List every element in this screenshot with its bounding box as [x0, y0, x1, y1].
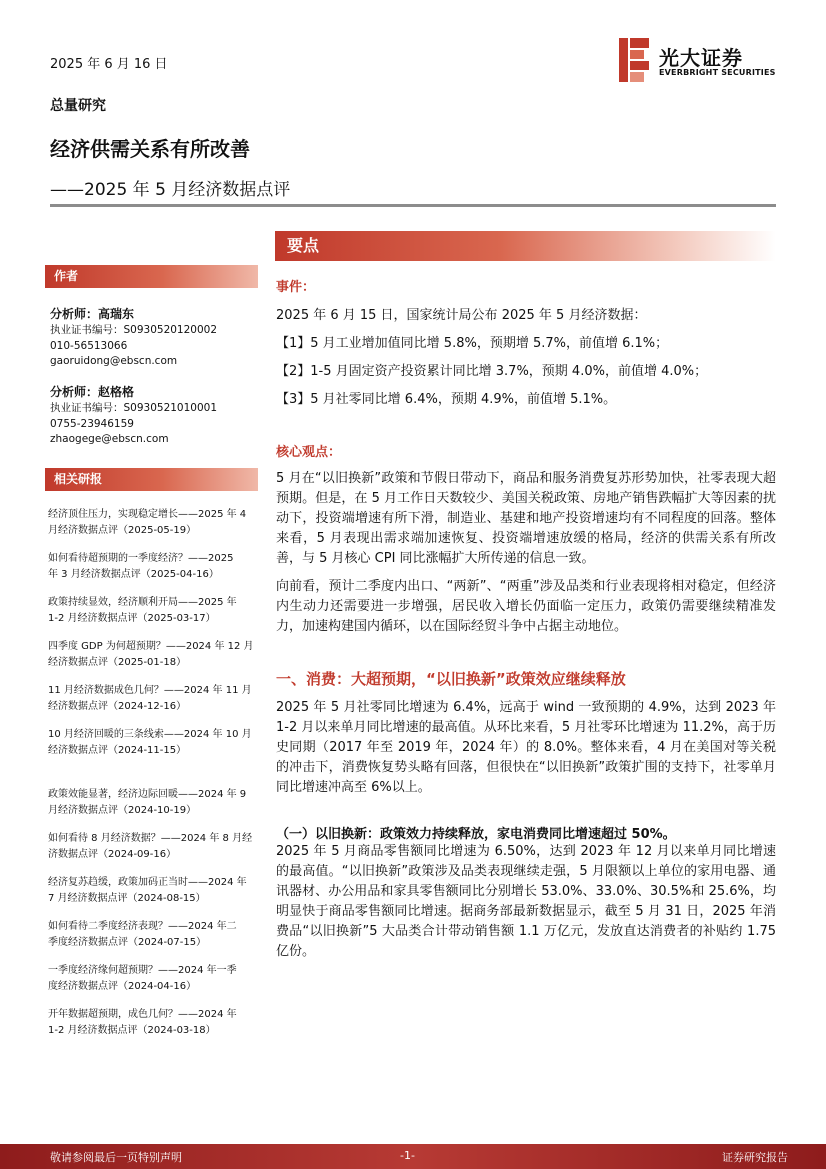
core-view-section	[276, 443, 776, 637]
logo-name-cn: 光大证券	[659, 46, 743, 70]
report-title: 经济供需关系有所改善	[50, 137, 250, 161]
research-item[interactable]: 政策效能显著，经济边际回暖——2024 年 9 月经济数据点评（2024-10-19）	[48, 789, 247, 816]
analyst-email[interactable]: gaoruidong@ebscn.com	[50, 355, 178, 367]
analyst-cert: 执业证书编号：S0930520120002	[50, 324, 218, 336]
research-item[interactable]: 如何看待二季度经济表现？——2024 年二 季度经济数据点评（2024-07-15）	[48, 921, 237, 948]
related-research-header: 相关研报	[45, 468, 258, 491]
page-footer	[0, 1144, 826, 1169]
authors-section-header: 作者	[45, 265, 258, 288]
report-date: 2025 年 6 月 16 日	[50, 57, 168, 72]
footer-disclaimer: 敬请参阅最后一页特别声明	[50, 1151, 182, 1164]
analyst-name: 分析师：高瑞东	[50, 307, 135, 321]
research-item[interactable]: 开年数据超预期，成色几何？——2024 年 1-2 月经济数据点评（2024-03-18）	[48, 1009, 237, 1036]
consumption-paragraph: 2025 年 5 月社零同比增速为 6.4%，远高于 wind 一致预期的 4.9%，达到 2023 年 1-2 月以来单月同比增速的最高值。从环比来看，5 月社零环比增速为 11.2%，高于历史同期（2017 年至 2019 年，2024 年）的 8.0%。整体来看，4 月在美国对等关税的冲击下，消费恢复势头略有回落，但很快在“以旧换新”政策扩围的支持下，社零单月同比增速冲高至 6%以上。	[276, 700, 776, 795]
research-item[interactable]: 如何看待 8 月经济数据？——2024 年 8 月经 济数据点评（2024-09-16）	[48, 833, 253, 860]
research-item[interactable]: 10 月经济回暖的三条线索——2024 年 10 月 经济数据点评（2024-11-15）	[48, 729, 252, 756]
event-item: 【1】5 月工业增加值同比增 5.8%，预期增 5.7%，前值增 6.1%；	[276, 336, 669, 351]
event-label: 事件：	[276, 280, 316, 295]
research-item[interactable]: 一季度经济缘何超预期？——2024 年一季 度经济数据点评（2024-04-16）	[48, 965, 237, 992]
report-category: 总量研究	[50, 98, 106, 114]
analyst-phone: 010-56513066	[50, 339, 128, 352]
trade-in-paragraph: 2025 年 5 月商品零售额同比增速为 6.50%，达到 2023 年 12 月以来单月同比增速的最高值。“以旧换新”政策涉及品类表现继续走强，5 月限额以上单位的家用电器、通讯器材、办公用品和家具零售额同比分别增长 53.0%、33.0%、30.5%和 25.6%，均明显快于商品零售额同比增速。据商务部最新数据显示，截至 5 月 31 日，2025 年消费品“以旧换新”5 大品类合计带动销售额 1.1 万亿元，发放直达消费者的补贴约 1.75 亿份。	[276, 844, 776, 959]
research-item[interactable]: 经济复苏趋缓，政策加码正当时——2024 年 7 月经济数据点评（2024-08-15）	[48, 877, 247, 904]
core-view-paragraph: 向前看，预计二季度内出口、“两新”、“两重”涉及品类和行业表现将相对稳定，但经济内生动力还需要进一步增强，居民收入增长仍面临一定压力，政策仍需要继续精准发力，加速构建国内循环，以在国际经贸斗争中占据主动地位。	[276, 579, 776, 634]
analyst-block	[50, 383, 217, 448]
research-item[interactable]: 四季度 GDP 为何超预期？——2024 年 12 月 经济数据点评（2025-01-18）	[48, 641, 254, 668]
core-view-paragraph: 5 月在“以旧换新”政策和节假日带动下，商品和服务消费复苏形势加快，社零表现大超预期。但是，在 5 月工作日天数较少、美国关税政策、房地产销售跌幅扩大等因素的扰动下，投资端增速有所下滑，制造业、基建和地产投资增速均有不同程度的回落。整体来看，5 月表现出需求端加速恢复、投资端增速放缓的格局，经济的供需关系有所改善，与 5 月核心 CPI 同比涨幅扩大所传递的信息一致。	[276, 471, 776, 566]
analyst-email[interactable]: zhaogege@ebscn.com	[50, 433, 169, 445]
event-intro: 2025 年 6 月 15 日，国家统计局公布 2025 年 5 月经济数据：	[276, 308, 647, 323]
logo-name-en: EVERBRIGHT SECURITIES	[659, 68, 776, 77]
research-item[interactable]: 如何看待超预期的一季度经济？——2025 年 3 月经济数据点评（2025-04-16）	[48, 553, 234, 580]
research-item[interactable]: 政策持续显效，经济顺利开局——2025 年 1-2 月经济数据点评（2025-03-17）	[48, 597, 237, 624]
key-points-header: 要点	[275, 231, 776, 261]
event-item: 【2】1-5 月固定资产投资累计同比增 3.7%，预期 4.0%，前值增 4.0%；	[276, 364, 708, 379]
analyst-name: 分析师：赵格格	[50, 385, 135, 399]
research-item[interactable]: 11 月经济数据成色几何？——2024 年 11 月 经济数据点评（2024-12-16）	[48, 685, 252, 712]
research-item[interactable]: 经济顶住压力，实现稳定增长——2025 年 4 月经济数据点评（2025-05-19）	[48, 509, 247, 536]
company-logo	[619, 38, 779, 82]
related-research-list	[48, 507, 263, 1051]
analyst-cert: 执业证书编号：S0930521010001	[50, 402, 218, 414]
page-number: -1-	[400, 1149, 415, 1162]
header-divider	[50, 204, 776, 207]
subsection-heading-trade-in: （一）以旧换新：政策效力持续释放，家电消费同比增速超过 50%。	[276, 827, 676, 842]
event-item: 【3】5 月社零同比增 6.4%，预期 4.9%，前值增 5.1%。	[276, 392, 617, 407]
analyst-phone: 0755-23946159	[50, 417, 134, 430]
event-section	[276, 278, 776, 410]
analyst-block	[50, 305, 217, 370]
logo-mark-icon	[619, 38, 649, 82]
report-subtitle: ——2025 年 5 月经济数据点评	[50, 180, 291, 200]
footer-report-type: 证券研究报告	[722, 1151, 788, 1164]
core-view-label: 核心观点：	[276, 445, 342, 460]
section-heading-consumption: 一、消费：大超预期，“以旧换新”政策效应继续释放	[276, 670, 626, 688]
